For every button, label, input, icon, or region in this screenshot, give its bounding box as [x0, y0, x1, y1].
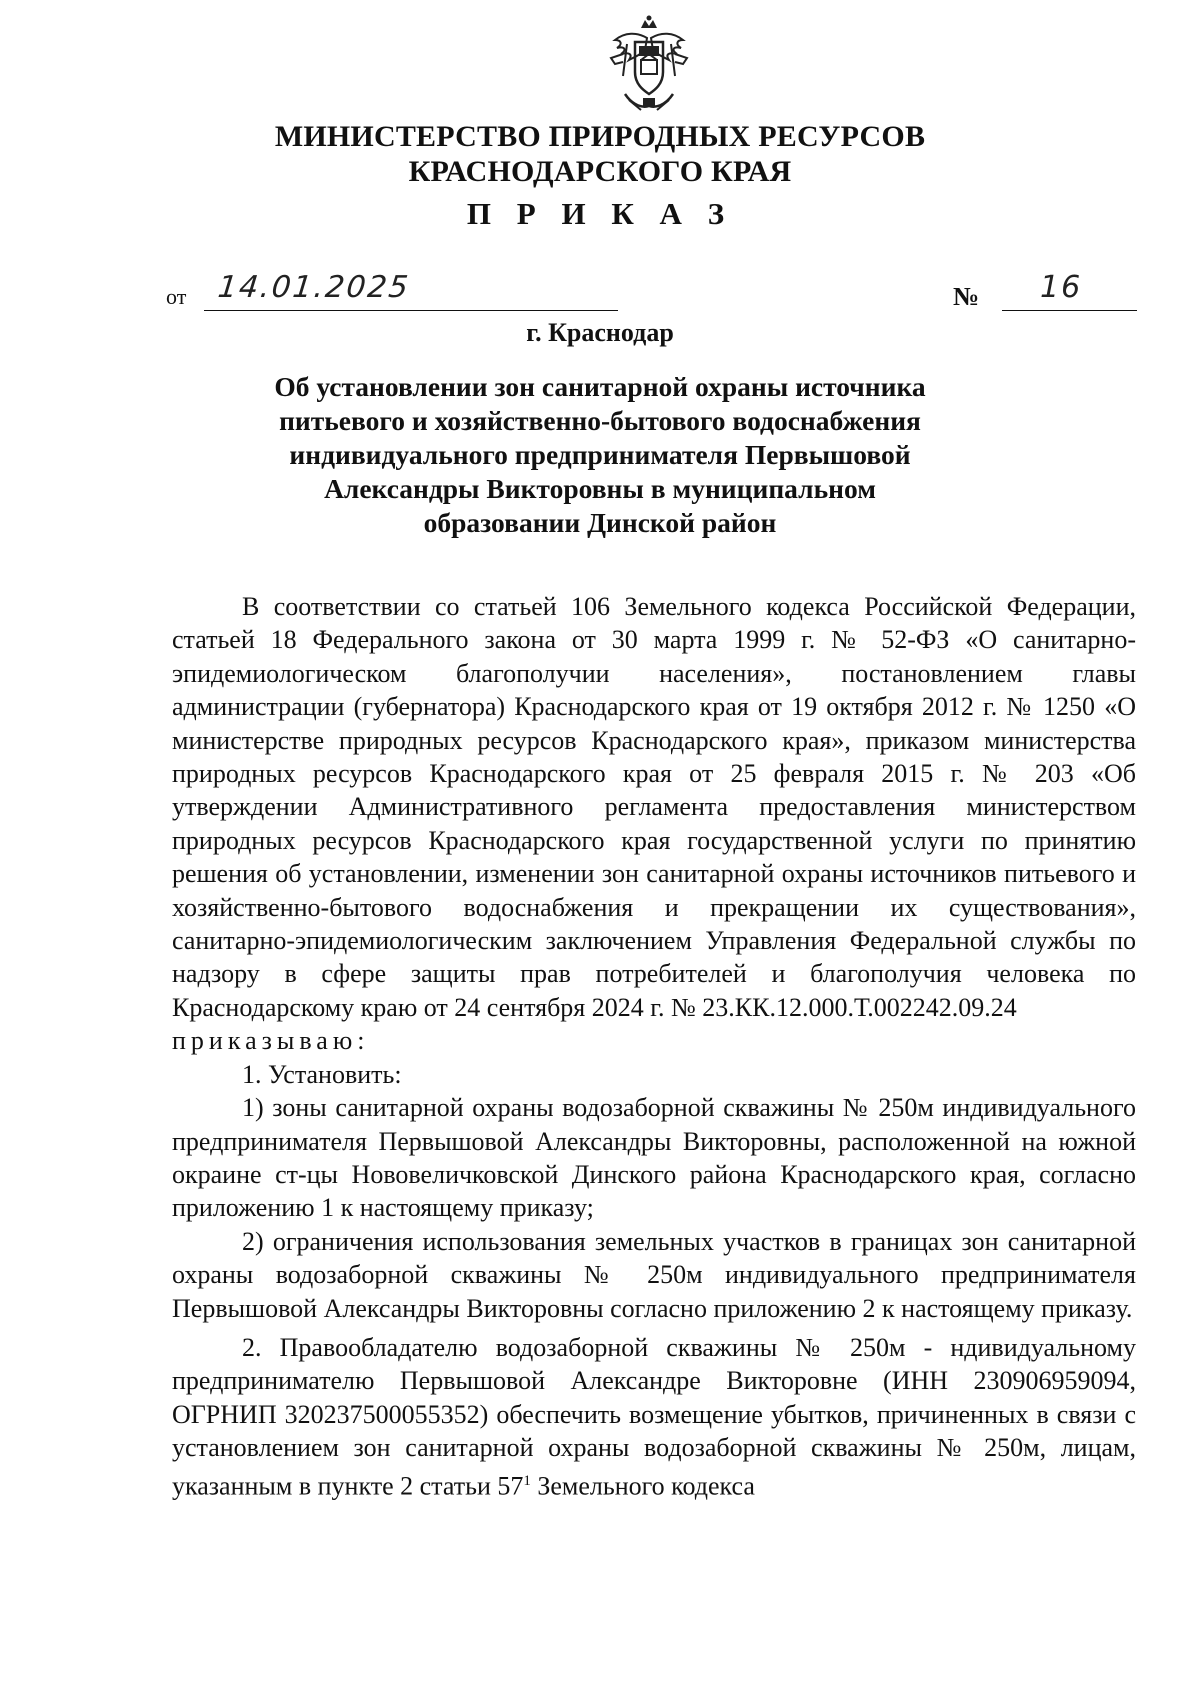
subject-line: образовании Динской район — [423, 507, 777, 538]
ministry-name-line1: МИНИСТЕРСТВО ПРИРОДНЫХ РЕСУРСОВ — [274, 120, 926, 153]
subject-line: питьевого и хозяйственно-бытового водоснабжения — [279, 405, 921, 436]
subject-line: индивидуального предпринимателя Первышовой — [289, 439, 911, 470]
document-body — [172, 590, 1136, 1503]
date-value: 14.01.2025 — [216, 270, 412, 305]
date-number-row — [166, 270, 1136, 316]
city: г. Краснодар — [526, 318, 674, 347]
date-underline — [204, 310, 618, 311]
document-subject — [200, 370, 1000, 540]
document-type-title: П Р И К А З — [466, 196, 734, 231]
item-2-text: 2. Правообладателю водозаборной скважины № 250м - ндивидуальному предпринимателю Первышовой Александре Викторовне (ИНН 230906959094, ОГРНИП 320237500055352) обеспечить возмещение убытков, причиненных в связи с установлением зон санитарной охраны водозаборной скважины № 250м, лицам, указанным в пункте 2 статьи 57 — [172, 1332, 1136, 1501]
item-1-1-paragraph: 1) зоны санитарной охраны водозаборной скважины № 250м индивидуального предпринимателя Первышовой Александры Викторовны, расположенной на южной окраине ст-цы Нововеличковской Динского района Краснодарского края, согласно приложению 1 к настоящему приказу; — [172, 1093, 1136, 1223]
ministry-name-line2: КРАСНОДАРСКОГО КРАЯ — [408, 155, 792, 188]
coat-of-arms-icon — [607, 14, 691, 114]
item-1-title: 1. Установить: — [242, 1059, 402, 1089]
number-value: 16 — [1040, 270, 1083, 305]
item-2-paragraph — [172, 1331, 1136, 1503]
preamble-paragraph: В соответствии со статьей 106 Земельного кодекса Российской Федерации, статьей 18 Федерального закона от 30 марта 1999 г. № 52-ФЗ «О санитарно-эпидемиологическом благополучии населения», постановлением главы администрации (губернатора) Краснодарского края от 19 октября 2012 г. № 1250 «О министерстве природных ресурсов Краснодарского края», приказом министерства природных ресурсов Краснодарского края от 25 февраля 2015 г. № 203 «Об утверждении Административного регламента предоставления министерством природных ресурсов Краснодарского края государственной услуги по принятию решения об установлении, изменении зон санитарной охраны источников питьевого и хозяйственно-бытового водоснабжения и прекращении их существования», санитарно-эпидемиологическим заключением Управления Федеральной службы по надзору в сфере защиты прав потребителей и благополучия человека по Краснодарскому краю от 24 сентября 2024 г. № 23.КК.12.000.Т.002242.09.24 — [172, 592, 1136, 1022]
subject-line: Александры Викторовны в муниципальном — [324, 473, 876, 504]
number-underline — [1002, 310, 1137, 311]
item-2-superscript: 1 — [523, 1472, 531, 1489]
item-2-tail: Земельного кодекса — [530, 1471, 755, 1501]
date-prefix: от — [166, 284, 187, 309]
item-1-2-paragraph: 2) ограничения использования земельных участков в границах зон санитарной охраны водозаборной скважины № 250м индивидуального предпринимателя Первышовой Александры Викторовны согласно приложению 2 к настоящему приказу. — [172, 1226, 1136, 1323]
number-prefix: № — [953, 282, 980, 311]
subject-line: Об установлении зон санитарной охраны источника — [274, 371, 926, 402]
decree-word: приказываю: — [172, 1026, 370, 1056]
